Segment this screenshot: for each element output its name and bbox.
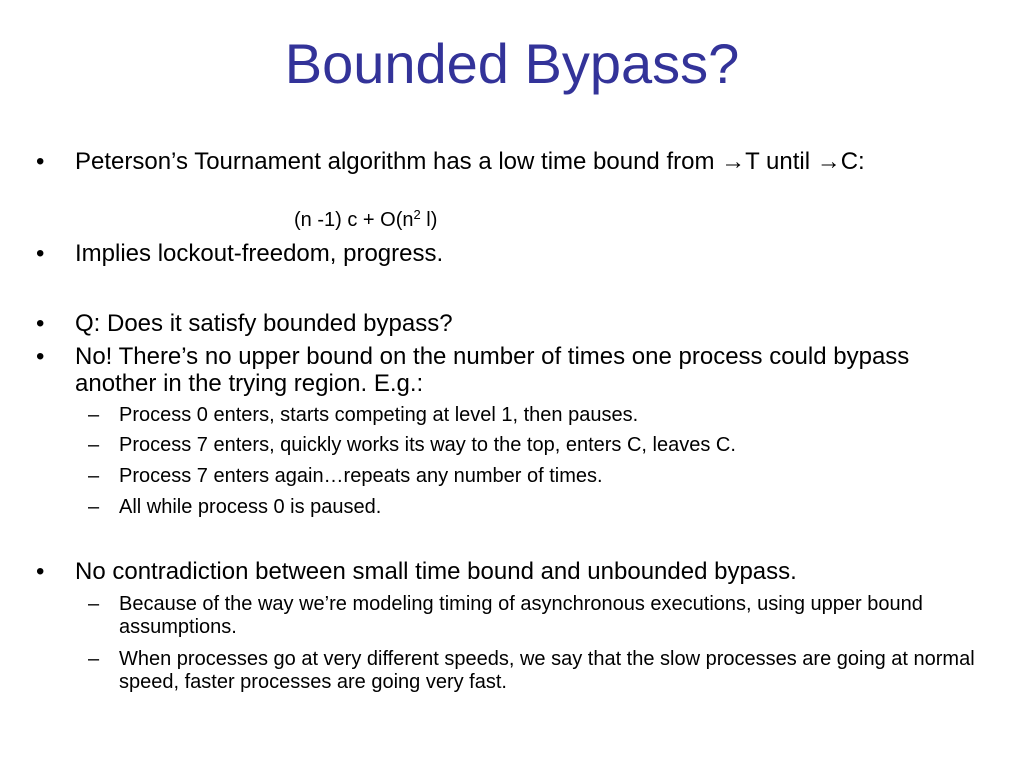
sub-bullet-marker: – — [88, 465, 100, 487]
bullet-marker: • — [36, 148, 45, 175]
bullet-3 — [36, 310, 986, 337]
bullet-marker: • — [36, 240, 45, 267]
bullet-1 — [36, 148, 986, 175]
formula-part-1: (n -1) c + O(n — [294, 209, 414, 231]
sub-bullet-text: All while process 0 is paused. — [119, 496, 382, 518]
slide-title: Bounded Bypass? — [284, 32, 740, 95]
sub-bullet-text: Because of the way we’re modeling timing of asynchronous executions, using upper bound assumptions. — [119, 593, 923, 638]
bullet-2 — [36, 240, 986, 267]
sub-bullet-example-4 — [88, 496, 993, 519]
bullet-marker: • — [36, 310, 45, 337]
formula-exponent: 2 — [413, 207, 421, 222]
time-bound-formula — [294, 207, 437, 233]
formula-part-2: l) — [420, 209, 438, 231]
sub-bullet-text: Process 7 enters, quickly works its way to the top, enters C, leaves C. — [119, 434, 736, 456]
sub-bullet-marker: – — [88, 404, 100, 426]
bullet-text: Implies lockout-freedom, progress. — [75, 240, 444, 267]
sub-bullet-contradiction-2 — [88, 648, 993, 694]
sub-bullet-text: Process 0 enters, starts competing at level 1, then pauses. — [119, 404, 639, 426]
sub-bullet-example-2 — [88, 434, 993, 457]
bullet-4 — [36, 343, 986, 397]
bullet-text: Q: Does it satisfy bounded bypass? — [75, 310, 453, 337]
sub-bullet-example-3 — [88, 465, 993, 488]
sub-bullet-marker: – — [88, 593, 100, 615]
sub-bullet-example-1 — [88, 404, 993, 427]
bullet-text: Peterson’s Tournament algorithm has a low time bound from →T until →C: — [75, 148, 865, 175]
bullet-text: No! There’s no upper bound on the number of times one process could bypass another in the trying region. E.g.: — [75, 343, 910, 397]
bullet-marker: • — [36, 558, 45, 585]
sub-bullet-marker: – — [88, 648, 100, 670]
sub-bullet-text: When processes go at very different speeds, we say that the slow processes are going at normal speed, faster processes are going very fast. — [119, 648, 975, 693]
bullet-5 — [36, 558, 986, 585]
bullet-marker: • — [36, 343, 45, 370]
bullet-text: No contradiction between small time bound and unbounded bypass. — [75, 558, 797, 585]
sub-bullet-marker: – — [88, 496, 100, 518]
sub-bullet-text: Process 7 enters again…repeats any number of times. — [119, 465, 603, 487]
sub-bullet-marker: – — [88, 434, 100, 456]
sub-bullet-contradiction-1 — [88, 593, 993, 639]
